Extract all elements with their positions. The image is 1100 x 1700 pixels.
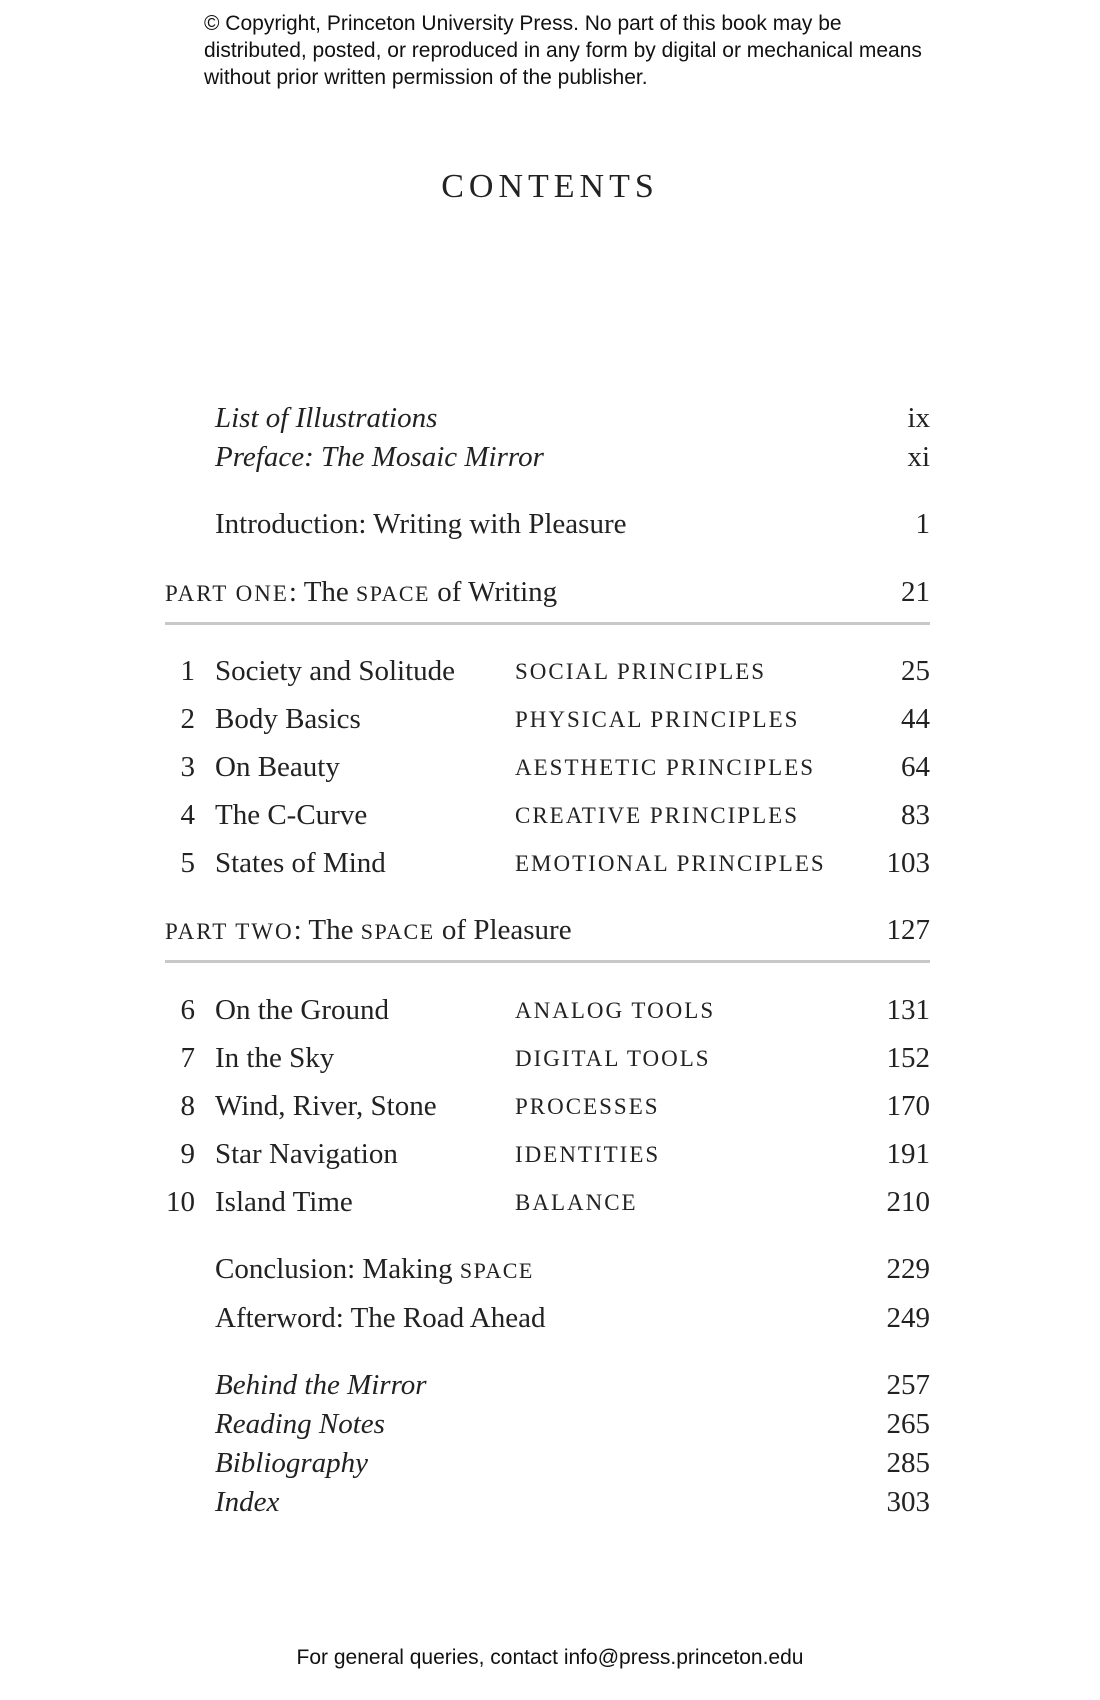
- toc-entry[interactable]: [165, 441, 930, 481]
- part-label: PART TWO: [165, 919, 294, 944]
- chapter-category: AESTHETIC PRINCIPLES: [515, 755, 816, 780]
- chapter-category: CREATIVE PRINCIPLES: [515, 803, 799, 828]
- entry-title: [215, 1253, 534, 1286]
- entry-title: Preface: The Mosaic Mirror: [215, 441, 544, 473]
- part-title-pre: : The: [293, 914, 361, 946]
- chapter-title: In the Sky: [215, 1042, 335, 1074]
- page-number: 44: [901, 703, 930, 735]
- chapter-title: Island Time: [215, 1186, 353, 1218]
- page-number: 303: [886, 1486, 930, 1518]
- chapter-number: 1: [180, 655, 195, 687]
- chapter-number: 2: [180, 703, 195, 735]
- chapter-number: 8: [180, 1090, 195, 1122]
- toc-entry[interactable]: [165, 402, 930, 442]
- page-number: 249: [886, 1302, 930, 1334]
- chapter-title: Star Navigation: [215, 1138, 398, 1170]
- toc-chapter-entry[interactable]: [165, 1042, 930, 1082]
- entry-title: Reading Notes: [215, 1408, 385, 1440]
- toc-entry[interactable]: [165, 1447, 930, 1487]
- chapter-title: States of Mind: [215, 847, 386, 879]
- part-label: PART ONE: [165, 581, 289, 606]
- toc-chapter-entry[interactable]: [165, 751, 930, 791]
- page-number: 64: [901, 751, 930, 783]
- chapter-category: BALANCE: [515, 1190, 638, 1215]
- page-number: 257: [886, 1369, 930, 1401]
- chapter-title: Wind, River, Stone: [215, 1090, 437, 1122]
- toc-entry[interactable]: [165, 1408, 930, 1448]
- toc-chapter-entry[interactable]: [165, 847, 930, 887]
- toc-chapter-entry[interactable]: [165, 799, 930, 839]
- page-number: xi: [907, 441, 930, 473]
- page-number: 229: [886, 1253, 930, 1285]
- toc-chapter-entry[interactable]: [165, 1138, 930, 1178]
- toc-chapter-entry[interactable]: [165, 1090, 930, 1130]
- entry-title: Bibliography: [215, 1447, 369, 1479]
- toc-chapter-entry[interactable]: [165, 703, 930, 743]
- entry-title-smallcaps: SPACE: [459, 1258, 534, 1283]
- chapter-title: Body Basics: [215, 703, 361, 735]
- entry-title: Introduction: Writing with Pleasure: [215, 508, 627, 540]
- chapter-number: 4: [180, 799, 195, 831]
- part-title-smallcaps: SPACE: [360, 919, 435, 944]
- chapter-title: Society and Solitude: [215, 655, 456, 687]
- page-number: 127: [886, 914, 930, 946]
- page-number: 103: [886, 847, 930, 879]
- page-number: 83: [901, 799, 930, 831]
- chapter-number: 3: [180, 751, 195, 783]
- page-number: ix: [907, 402, 930, 434]
- part-title: [165, 576, 557, 609]
- chapter-number: 7: [180, 1042, 195, 1074]
- entry-title: Behind the Mirror: [215, 1369, 427, 1401]
- toc-entry-conclusion[interactable]: [165, 1253, 930, 1293]
- part-two-heading[interactable]: [165, 914, 930, 954]
- page-number: 265: [886, 1408, 930, 1440]
- page-number: 191: [886, 1138, 930, 1170]
- part-title-post: of Writing: [429, 576, 558, 608]
- chapter-number: 9: [180, 1138, 195, 1170]
- contact-footer: For general queries, contact info@press.princeton.edu: [296, 1646, 804, 1669]
- chapter-number: 10: [166, 1186, 195, 1218]
- entry-title: List of Illustrations: [215, 402, 438, 434]
- page-number: 25: [901, 655, 930, 687]
- chapter-title: On the Ground: [215, 994, 389, 1026]
- toc-chapter-entry[interactable]: [165, 655, 930, 695]
- chapter-category: SOCIAL PRINCIPLES: [515, 659, 767, 684]
- part-divider: [165, 622, 930, 625]
- part-title-pre: : The: [288, 576, 357, 608]
- part-title-smallcaps: SPACE: [356, 581, 430, 606]
- toc-chapter-entry[interactable]: [165, 1186, 930, 1226]
- chapter-title: The C-Curve: [215, 799, 368, 831]
- chapter-category: DIGITAL TOOLS: [515, 1046, 711, 1071]
- entry-title: Index: [215, 1486, 280, 1518]
- page-number: 210: [886, 1186, 930, 1218]
- chapter-category: ANALOG TOOLS: [515, 998, 716, 1023]
- page-number: 1: [915, 508, 930, 540]
- page-number: 285: [886, 1447, 930, 1479]
- chapter-category: EMOTIONAL PRINCIPLES: [515, 851, 826, 876]
- page-number: 152: [886, 1042, 930, 1074]
- entry-title: Afterword: The Road Ahead: [215, 1302, 546, 1334]
- contents-heading: CONTENTS: [441, 168, 659, 205]
- chapter-title: On Beauty: [215, 751, 340, 783]
- page-number: 170: [886, 1090, 930, 1122]
- chapter-number: 5: [180, 847, 195, 879]
- copyright-notice: © Copyright, Princeton University Press. No part of this book may be distributed, posted, or reproduced in any form by digital or mechanical means without prior written permission of the publisher.: [204, 12, 922, 89]
- chapter-category: PROCESSES: [515, 1094, 660, 1119]
- toc-entry[interactable]: [165, 1369, 930, 1409]
- toc-entry-afterword[interactable]: [165, 1302, 930, 1342]
- toc-chapter-entry[interactable]: [165, 994, 930, 1034]
- chapter-number: 6: [180, 994, 195, 1026]
- toc-entry-introduction[interactable]: [165, 508, 930, 548]
- part-title-post: of Pleasure: [434, 914, 572, 946]
- chapter-category: IDENTITIES: [515, 1142, 661, 1167]
- part-one-heading[interactable]: [165, 576, 930, 616]
- part-divider: [165, 960, 930, 963]
- part-title: [165, 914, 572, 947]
- entry-title-pre: Conclusion: Making: [215, 1253, 460, 1285]
- chapter-category: PHYSICAL PRINCIPLES: [515, 707, 800, 732]
- toc-entry[interactable]: [165, 1486, 930, 1526]
- page-number: 21: [901, 576, 930, 608]
- page-number: 131: [886, 994, 930, 1026]
